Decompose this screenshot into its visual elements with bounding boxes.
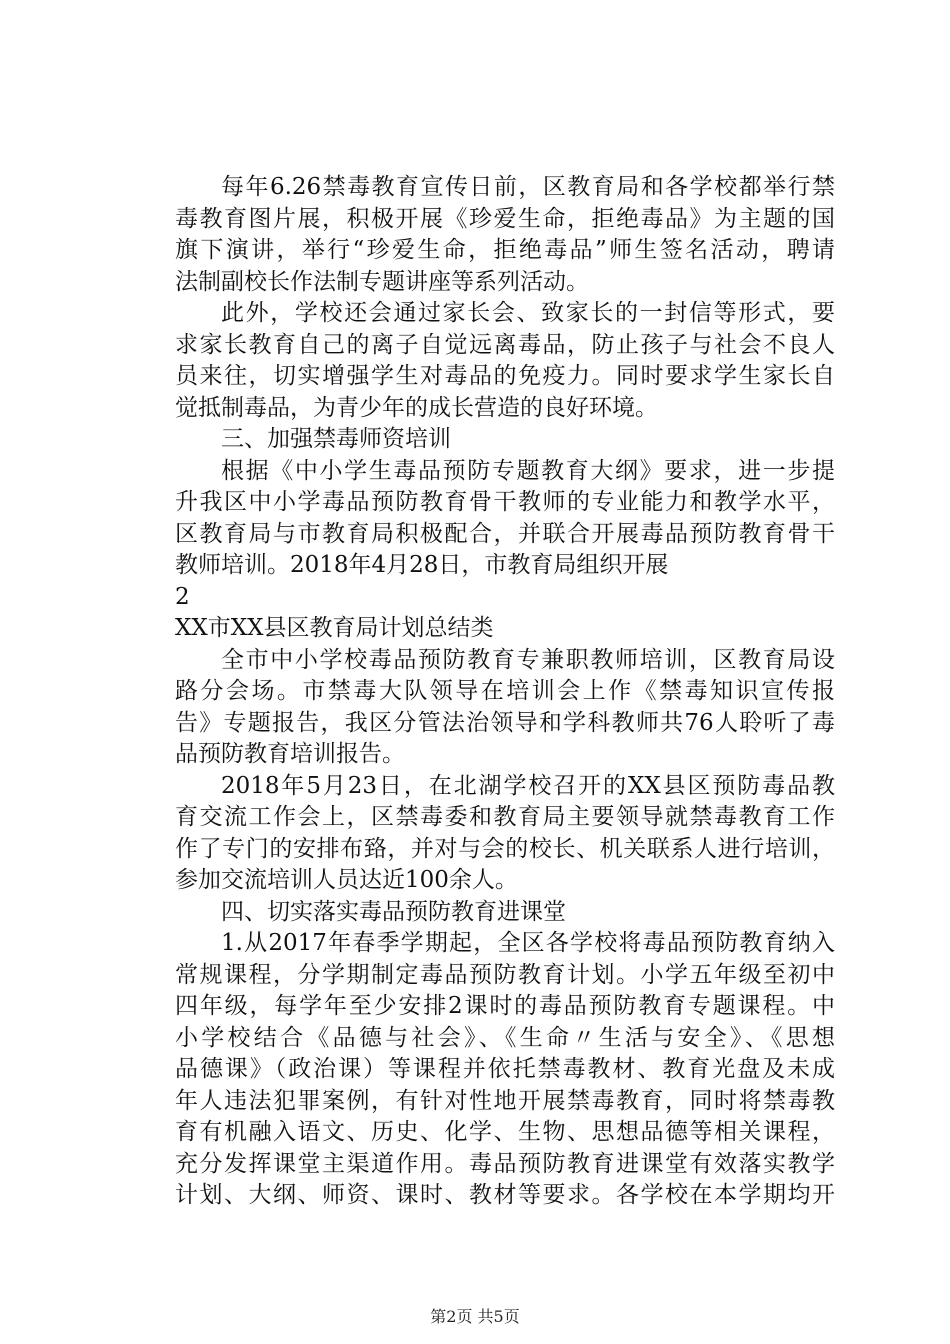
text-line: 员来往，切实增强学生对毒品的免疫力。同时要求学生家长自 <box>175 363 835 389</box>
text-line: 品德课》（政治课）等课程并依托禁毒教材、教育光盘及未成 <box>175 1056 835 1082</box>
text-line: 常规课程，分学期制定毒品预防教育计划。小学五年级至初中 <box>175 961 835 988</box>
text-line: 求家长教育自己的离子自觉远离毒品，防止孩子与社会不良人 <box>175 331 835 358</box>
text-line: 此外，学校还会通过家长会、致家长的一封信等形式，要 <box>221 300 835 326</box>
text-line: 1.从2017年春季学期起，全区各学校将毒品预防教育纳入 <box>221 930 835 956</box>
text-line: 作了专门的安排布臵，并对与会的校长、机关联系人进行培训， <box>175 835 835 862</box>
text-line: 2018年5月23日，在北湖学校召开的XX县区预防毒品教 <box>221 772 835 799</box>
text-line: 三、加强禁毒师资培训 <box>221 426 451 452</box>
text-line: 全市中小学校毒品预防教育专兼职教师培训，区教育局设 <box>221 646 835 673</box>
text-line: 根据《中小学生毒品预防专题教育大纲》要求，进一步提 <box>221 457 835 484</box>
text-line: 法制副校长作法制专题讲座等系列活动。 <box>175 268 589 295</box>
text-line: 旗下演讲，举行“珍爱生命，拒绝毒品”师生签名活动，聘请 <box>175 237 835 263</box>
text-line: 参加交流培训人员达近100余人。 <box>175 867 518 893</box>
text-line: 计划、大纲、师资、课时、教材等要求。各学校在本学期均开 <box>175 1182 835 1208</box>
text-line: 四、切实落实毒品预防教育进课堂 <box>221 898 566 925</box>
text-line: 年人违法犯罪案例，有针对性地开展禁毒教育，同时将禁毒教 <box>175 1087 835 1114</box>
page-footer: 第2页 共5页 <box>430 1307 520 1326</box>
text-line: 教师培训。2018年4月28日，市教育局组织开展 <box>175 552 669 578</box>
text-line: 觉抵制毒品，为青少年的成长营造的良好环境。 <box>175 394 658 421</box>
text-line: 毒教育图片展，积极开展《珍爱生命，拒绝毒品》为主题的国 <box>175 205 835 232</box>
text-line: 2 <box>175 583 190 610</box>
text-line: 升我区中小学毒品预防教育骨干教师的专业能力和教学水平， <box>175 489 835 515</box>
text-line: 充分发挥课堂主渠道作用。毒品预防教育进课堂有效落实教学 <box>175 1150 835 1177</box>
text-line: 区教育局与市教育局积极配合，并联合开展毒品预防教育骨干 <box>175 520 835 547</box>
text-line: 告》专题报告，我区分管法治领导和学科教师共76人聆听了毒 <box>175 709 835 736</box>
document-body <box>175 172 835 1212</box>
text-line: XX市XX县区教育局计划总结类 <box>175 615 494 641</box>
text-line: 四年级，每学年至少安排2课时的毒品预防教育专题课程。中 <box>175 993 835 1019</box>
text-line: 育有机融入语文、历史、化学、生物、思想品德等相关课程， <box>175 1119 835 1145</box>
text-line: 小学校结合《品德与社会》、《生命〃生活与安全》、《思想 <box>175 1024 835 1051</box>
text-line: 品预防教育培训报告。 <box>175 741 405 767</box>
text-line: 每年6.26禁毒教育宣传日前，区教育局和各学校都举行禁 <box>221 174 835 200</box>
text-line: 路分会场。市禁毒大队领导在培训会上作《禁毒知识宣传报 <box>175 678 835 704</box>
text-line: 育交流工作会上，区禁毒委和教育局主要领导就禁毒教育工作 <box>175 804 835 830</box>
